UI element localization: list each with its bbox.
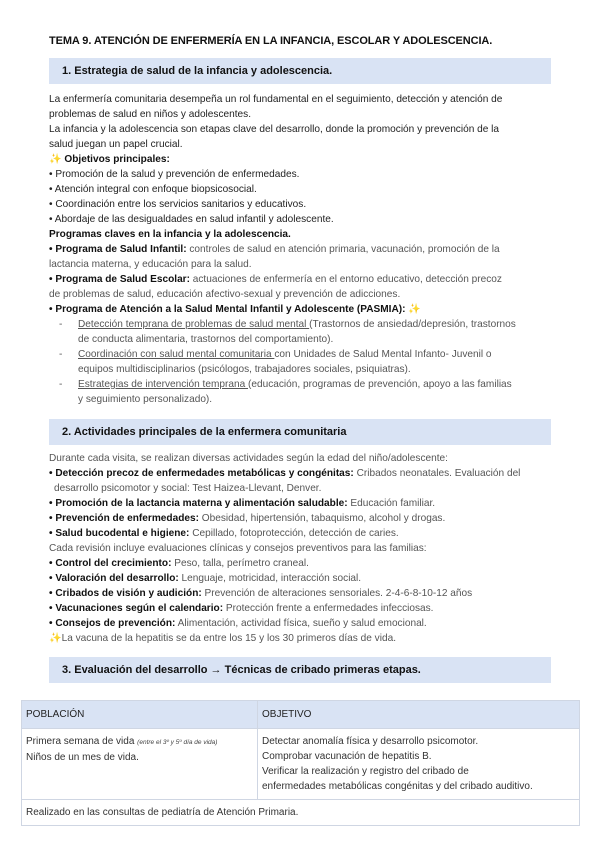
table-footer-row [22, 800, 580, 826]
section-1-body [49, 92, 559, 407]
activity-item: • Prevención de enfermedades: Obesidad, hipertensión, tabaquismo, alcohol y drogas. [49, 513, 446, 524]
intro-line: La enfermería comunitaria desempeña un rol fundamental en el seguimiento, detección y atención de [49, 94, 503, 105]
review-item: • Cribados de visión y audición: Prevención de alteraciones sensoriales. 2-4-6-8-10-12 años [49, 588, 473, 599]
sub-item-cont: equipos multidisciplinarios (psicólogos, trabajadores sociales, psiquiatras). [78, 364, 411, 375]
sub-item: - Estrategias de intervención temprana (educación, programas de prevención, apoyo a las familias [59, 379, 512, 390]
table-footer-cell: Realizado en las consultas de pediatría de Atención Primaria. [22, 800, 580, 826]
page-title: TEMA 9. ATENCIÓN DE ENFERMERÍA EN LA INFANCIA, ESCOLAR Y ADOLESCENCIA. [49, 35, 493, 47]
program-item-cont: de problemas de salud, educación afectivo-sexual y prevención de adicciones. [49, 289, 401, 300]
objectives-title: ✨ Objetivos principales: [49, 154, 170, 165]
section-1-heading: 1. Estrategia de salud de la infancia y adolescencia. [49, 58, 551, 84]
intro-line: La infancia y la adolescencia son etapas clave del desarrollo, donde la promoción y prevención de la [49, 124, 500, 135]
objective-item: • Coordinación entre los servicios sanitarios y educativos. [49, 199, 307, 210]
table-row [22, 729, 580, 800]
program-item: • Programa de Salud Infantil: controles de salud en atención primaria, vacunación, promoción de la [49, 244, 500, 255]
hepatitis-note: ✨La vacuna de la hepatitis se da entre los 15 y los 30 primeros días de vida. [49, 633, 396, 644]
program-item: • Programa de Salud Escolar: actuaciones de enfermería en el entorno educativo, detección precoz [49, 274, 502, 285]
review-item: • Vacunaciones según el calendario: Protección frente a enfermedades infecciosas. [49, 603, 434, 614]
intro-line: salud juegan un papel crucial. [49, 139, 183, 150]
review-item: • Valoración del desarrollo: Lenguaje, motricidad, interacción social. [49, 573, 362, 584]
sub-item-cont: y seguimiento personalizado). [78, 394, 213, 405]
sparkles-icon: ✨ [49, 154, 62, 165]
sub-item: - Detección temprana de problemas de salud mental (Trastornos de ansiedad/depresión, trastornos [59, 319, 516, 330]
table-header-row [22, 701, 580, 729]
sub-item: - Coordinación con salud mental comunitaria con Unidades de Salud Mental Infanto- Juvenil o [59, 349, 492, 360]
section-2-body [49, 451, 559, 646]
screening-table [21, 700, 580, 826]
activity-item: • Salud bucodental e higiene: Cepillado, fotoprotección, detección de caries. [49, 528, 399, 539]
review-intro: Cada revisión incluye evaluaciones clínicas y consejos preventivos para las familias: [49, 543, 427, 554]
review-item: • Consejos de prevención: Alimentación, actividad física, sueño y salud emocional. [49, 618, 427, 629]
population-cell: Primera semana de vida (entre el 3º y 5º día de vida) Niños de un mes de vida. [22, 729, 258, 800]
activity-item-cont: desarrollo psicomotor y social: Test Haizea-Llevant, Denver. [54, 483, 322, 494]
sub-item-cont: de conducta alimentaria, trastornos del comportamiento). [78, 334, 334, 345]
activity-item: • Promoción de la lactancia materna y alimentación saludable: Educación familiar. [49, 498, 436, 509]
section-3-heading: 3. Evaluación del desarrollo → Técnicas de cribado primeras etapas. [49, 657, 551, 683]
objective-item: • Promoción de la salud y prevención de enfermedades. [49, 169, 300, 180]
activity-item: • Detección precoz de enfermedades metabólicas y congénitas: Cribados neonatales. Evaluación del [49, 468, 521, 479]
objective-item: • Atención integral con enfoque biopsicosocial. [49, 184, 257, 195]
program-item: • Programa de Atención a la Salud Mental Infantil y Adolescente (PASMIA): ✨ [49, 304, 421, 315]
intro-line: problemas de salud en niños y adolescentes. [49, 109, 252, 120]
programs-title: Programas claves en la infancia y la adolescencia. [49, 229, 291, 240]
sparkles-icon: ✨ [408, 304, 421, 315]
objective-cell: Detectar anomalía física y desarrollo psicomotor. Comprobar vacunación de hepatitis B. Verificar la realización y registro del cribado de enfermedades metabólicas congénitas y del cribado auditivo. [258, 729, 580, 800]
section-2-heading: 2. Actividades principales de la enfermera comunitaria [49, 419, 551, 445]
sparkles-icon: ✨ [49, 633, 62, 644]
program-item-cont: lactancia materna, y educación para la salud. [49, 259, 252, 270]
objective-item: • Abordaje de las desigualdades en salud infantil y adolescente. [49, 214, 334, 225]
activities-intro: Durante cada visita, se realizan diversas actividades según la edad del niño/adolescente: [49, 453, 448, 464]
column-header-objective: OBJETIVO [258, 701, 580, 729]
column-header-population: POBLACIÓN [22, 701, 258, 729]
review-item: • Control del crecimiento: Peso, talla, perímetro craneal. [49, 558, 309, 569]
